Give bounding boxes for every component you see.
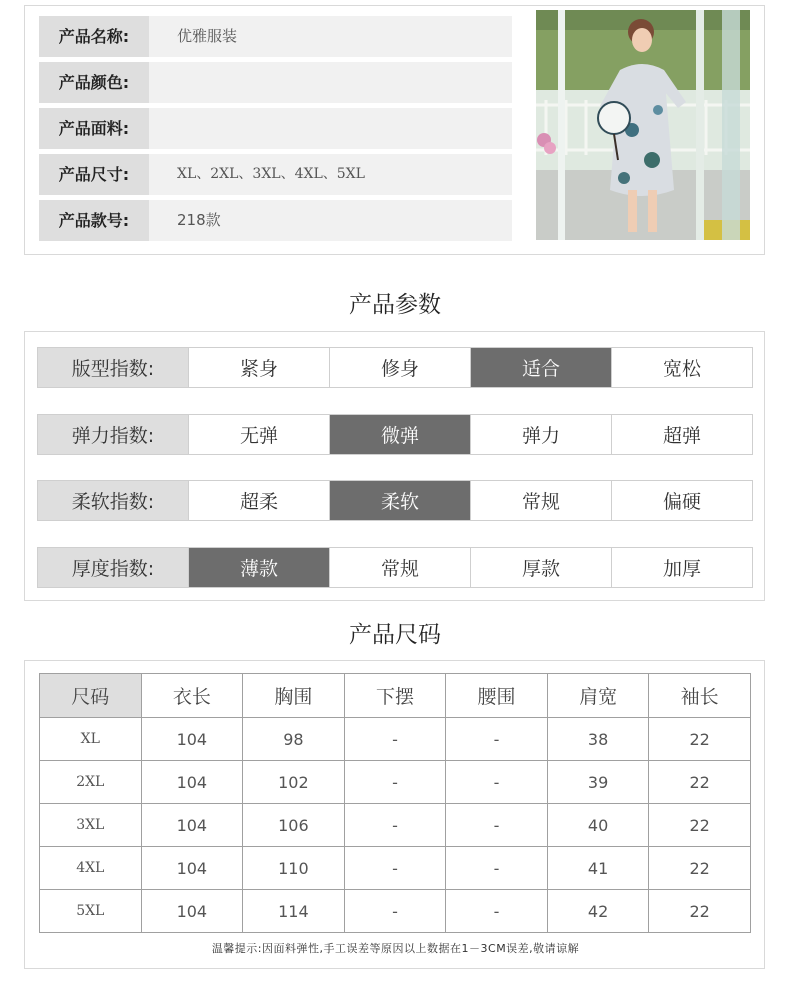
table-cell: 104 bbox=[141, 761, 243, 804]
param-row-elasticity bbox=[37, 414, 753, 455]
param-option: 薄款 bbox=[189, 548, 330, 587]
size-table-body bbox=[40, 718, 751, 933]
param-option: 偏硬 bbox=[612, 481, 752, 520]
table-header: 肩宽 bbox=[547, 674, 649, 718]
table-header-row bbox=[40, 674, 751, 718]
info-label: 产品款号: bbox=[39, 200, 149, 241]
info-row-fabric bbox=[39, 108, 512, 149]
info-label: 产品颜色: bbox=[39, 62, 149, 103]
info-row-color bbox=[39, 62, 512, 103]
table-cell: 110 bbox=[243, 847, 345, 890]
table-row bbox=[40, 890, 751, 933]
table-cell: - bbox=[446, 761, 548, 804]
table-cell: 40 bbox=[547, 804, 649, 847]
table-cell: - bbox=[344, 890, 446, 933]
param-option: 加厚 bbox=[612, 548, 752, 587]
param-label: 柔软指数: bbox=[38, 481, 189, 520]
param-option: 无弹 bbox=[189, 415, 330, 454]
param-option: 厚款 bbox=[471, 548, 612, 587]
info-label: 产品面料: bbox=[39, 108, 149, 149]
table-cell: 38 bbox=[547, 718, 649, 761]
param-row-fit bbox=[37, 347, 753, 388]
product-photo bbox=[536, 10, 750, 240]
table-cell: - bbox=[344, 847, 446, 890]
table-cell: 39 bbox=[547, 761, 649, 804]
table-cell: 42 bbox=[547, 890, 649, 933]
footnote: 温馨提示:因面料弹性,手工误差等原因以上数据在1－3CM误差,敬请谅解 bbox=[211, 942, 580, 955]
size-cell: 4XL bbox=[40, 847, 142, 890]
param-option: 宽松 bbox=[612, 348, 752, 387]
table-cell: 22 bbox=[649, 890, 751, 933]
param-label: 厚度指数: bbox=[38, 548, 189, 587]
param-label: 版型指数: bbox=[38, 348, 189, 387]
table-cell: 22 bbox=[649, 761, 751, 804]
param-option: 紧身 bbox=[189, 348, 330, 387]
table-cell: 104 bbox=[141, 847, 243, 890]
param-label: 弹力指数: bbox=[38, 415, 189, 454]
table-row bbox=[40, 804, 751, 847]
table-header: 下摆 bbox=[344, 674, 446, 718]
param-option: 常规 bbox=[471, 481, 612, 520]
table-cell: 22 bbox=[649, 804, 751, 847]
table-cell: 102 bbox=[243, 761, 345, 804]
table-cell: 104 bbox=[141, 718, 243, 761]
table-cell: - bbox=[446, 718, 548, 761]
table-cell: 114 bbox=[243, 890, 345, 933]
param-option: 超柔 bbox=[189, 481, 330, 520]
param-option: 微弹 bbox=[330, 415, 471, 454]
size-cell: 5XL bbox=[40, 890, 142, 933]
table-cell: - bbox=[446, 847, 548, 890]
param-row-softness bbox=[37, 480, 753, 521]
info-label: 产品名称: bbox=[39, 16, 149, 57]
table-cell: 106 bbox=[243, 804, 345, 847]
table-row bbox=[40, 718, 751, 761]
table-cell: - bbox=[344, 761, 446, 804]
size-cell: XL bbox=[40, 718, 142, 761]
table-header: 胸围 bbox=[243, 674, 345, 718]
param-option: 常规 bbox=[330, 548, 471, 587]
table-header: 衣长 bbox=[141, 674, 243, 718]
sizes-title: 产品尺码 bbox=[349, 622, 441, 648]
size-panel bbox=[24, 660, 765, 969]
size-cell: 3XL bbox=[40, 804, 142, 847]
table-cell: 22 bbox=[649, 718, 751, 761]
info-row-name bbox=[39, 16, 512, 57]
info-row-size bbox=[39, 154, 512, 195]
table-cell: 98 bbox=[243, 718, 345, 761]
table-cell: - bbox=[344, 804, 446, 847]
size-table bbox=[39, 673, 751, 933]
info-value: XL、2XL、3XL、4XL、5XL bbox=[177, 166, 365, 182]
param-row-thickness bbox=[37, 547, 753, 588]
table-cell: - bbox=[446, 804, 548, 847]
params-title: 产品参数 bbox=[349, 292, 441, 318]
table-header: 尺码 bbox=[40, 674, 142, 718]
table-row bbox=[40, 761, 751, 804]
param-option: 弹力 bbox=[471, 415, 612, 454]
info-value: 218款 bbox=[177, 211, 221, 229]
table-cell: 41 bbox=[547, 847, 649, 890]
param-option: 超弹 bbox=[612, 415, 752, 454]
info-value: 优雅服装 bbox=[177, 27, 238, 45]
table-cell: - bbox=[446, 890, 548, 933]
params-panel bbox=[24, 331, 765, 601]
table-cell: - bbox=[344, 718, 446, 761]
size-cell: 2XL bbox=[40, 761, 142, 804]
product-info-panel bbox=[24, 5, 765, 255]
param-option: 修身 bbox=[330, 348, 471, 387]
table-header: 腰围 bbox=[446, 674, 548, 718]
table-cell: 22 bbox=[649, 847, 751, 890]
table-cell: 104 bbox=[141, 804, 243, 847]
table-cell: 104 bbox=[141, 890, 243, 933]
param-option: 适合 bbox=[471, 348, 612, 387]
param-option: 柔软 bbox=[330, 481, 471, 520]
table-header: 袖长 bbox=[649, 674, 751, 718]
info-label: 产品尺寸: bbox=[39, 154, 149, 195]
table-row bbox=[40, 847, 751, 890]
info-row-style-number bbox=[39, 200, 512, 241]
